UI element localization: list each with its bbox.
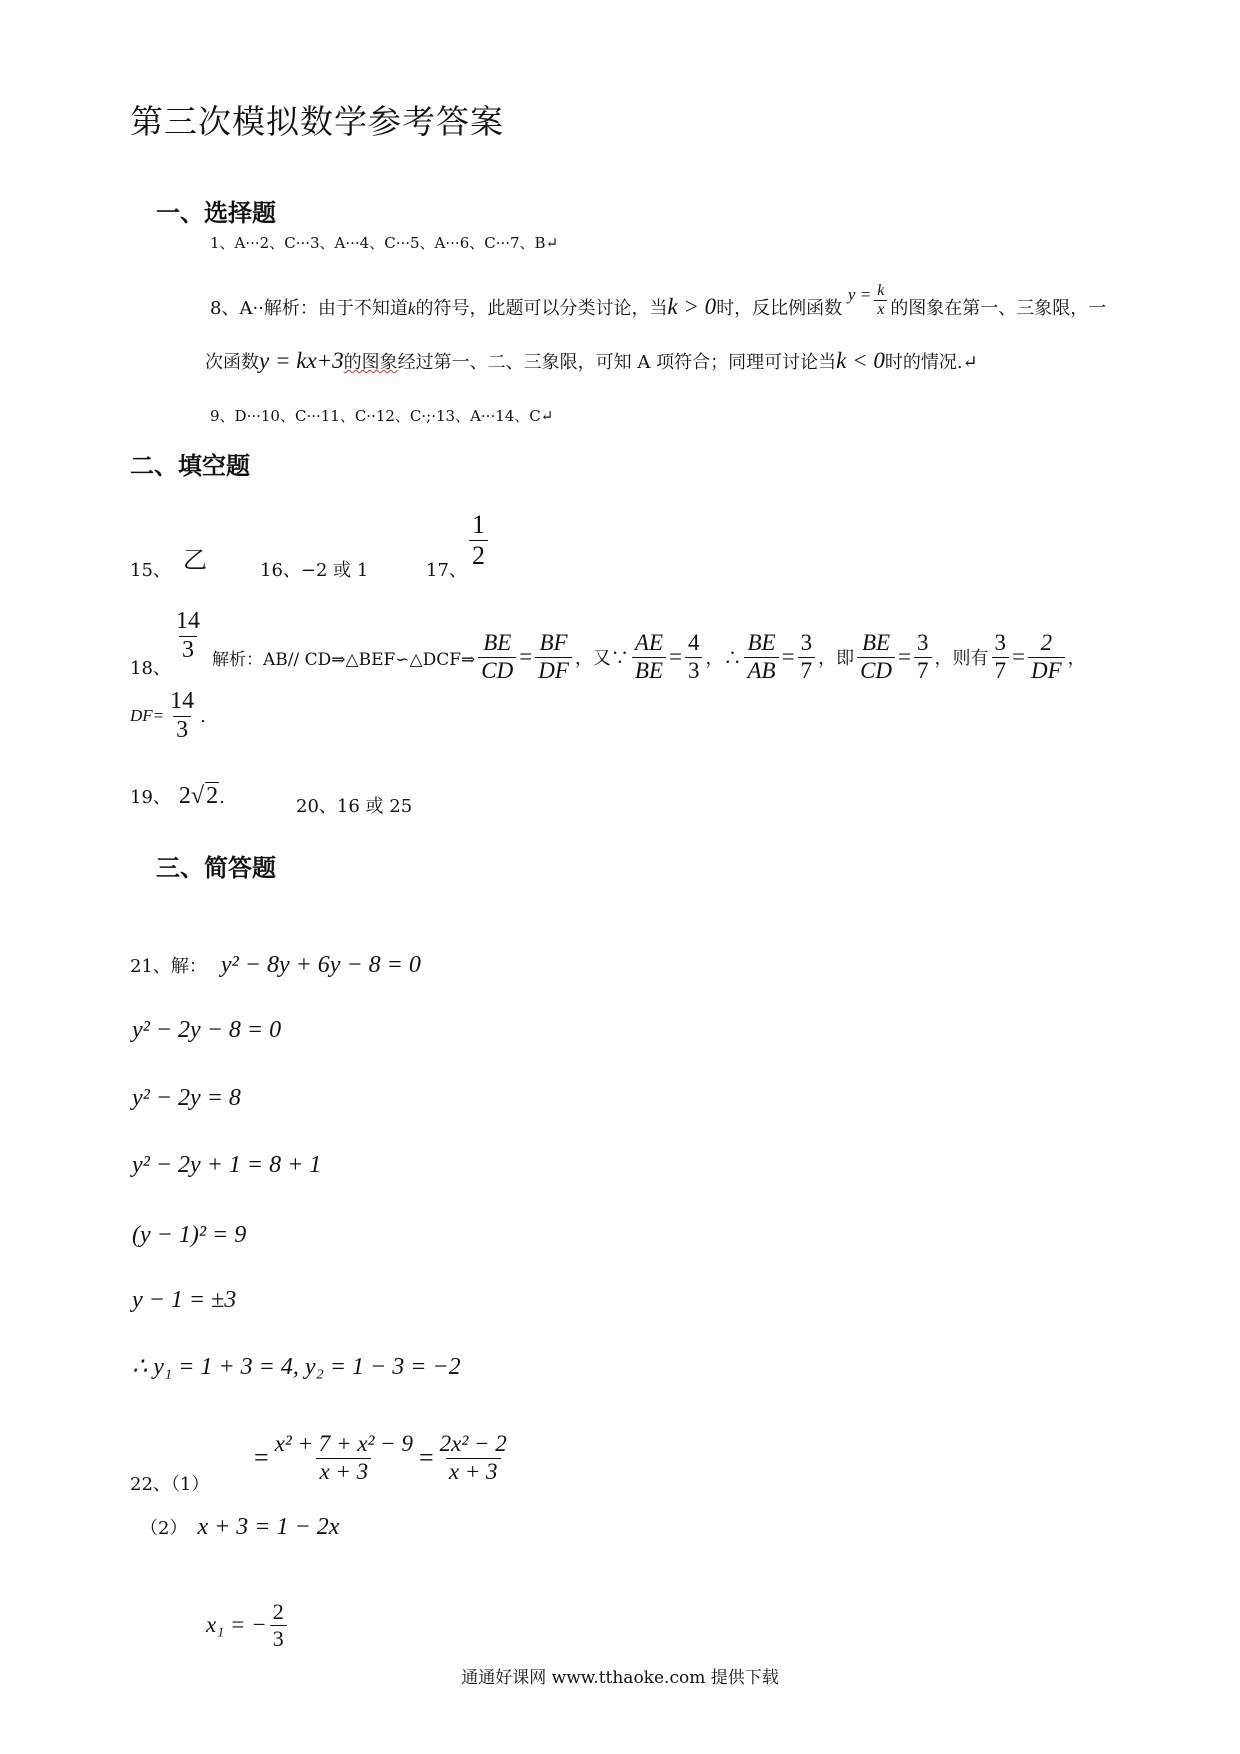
choice-answers-line3: 9、D···10、C···11、C··12、C·;·13、A···14、C↵ (210, 407, 554, 425)
q21-step-6: ∴ y₁ = 1 + 3 = 4, y₂ = 1 − 3 = −2 (132, 1354, 461, 1380)
choice-answers-line1: 1、A···2、C···3、A···4、C···5、A···6、C···7、B↵ (210, 234, 559, 252)
q22-eq1: = (254, 1443, 269, 1472)
q18-df-fraction: $\frac{14}{3}$ (170, 687, 195, 743)
q16-answer: 16、−2 或 1 (260, 560, 369, 581)
q15-answer: 乙 (183, 546, 207, 574)
q18-f8: $\frac{3}{7}$ (914, 630, 932, 684)
q18-ji: ，即 (818, 648, 855, 669)
q21-step-1: y² − 2y − 8 = 0 (132, 1017, 282, 1043)
q18-zeyou: ，则有 (934, 648, 989, 669)
q21-first-line (130, 952, 421, 979)
q18-df-line (130, 676, 206, 756)
q22-part2-line (140, 1514, 339, 1541)
q21-step-3: y² − 2y + 1 = 8 + 1 (132, 1152, 322, 1178)
q19-period: . (219, 787, 225, 808)
q18-eq5: = (1012, 644, 1025, 669)
q22-part2-equation: x + 3 = 1 − 2x (197, 1514, 340, 1540)
q22-fraction1: $\frac{\text{x² + 7 + x² − 9}}{x + 3}$ (274, 1431, 413, 1484)
page-title: 第三次模拟数学参考答案 (130, 102, 504, 141)
q18-analysis-text: 解析：AB// CD⇒△BEF∽△DCF⇒ (212, 649, 476, 670)
q19-coef: 2 (178, 783, 191, 809)
q8-mid3: 的图象在第一、三象限，一 (890, 297, 1107, 319)
footer-text: 通通好课网 www.tthaoke.com 提供下载 (461, 1668, 779, 1688)
q18-eq3: = (781, 644, 795, 669)
q22-solution (206, 1590, 290, 1660)
q18-comma: ， (1067, 648, 1086, 669)
q18-f6: $\frac{3}{7}$ (798, 630, 816, 684)
q17-label: 17、 (426, 560, 467, 581)
q18-f5: $\frac{BE}{AB}$ (744, 630, 778, 684)
q8-line2-prefix: 次函数 (205, 352, 259, 373)
q21-step-0: y² − 8y + 6y − 8 = 0 (220, 952, 421, 978)
q21-label: 21、解： (130, 956, 207, 977)
q19-line (130, 782, 225, 810)
q18-eq1: = (519, 644, 533, 669)
q21-step-5: y − 1 = ±3 (132, 1287, 237, 1313)
q18-f3: $\frac{AE}{BE}$ (632, 630, 666, 684)
q18-f10: $\frac{2}{DF}$ (1028, 630, 1065, 684)
q8-mid1: 的符号，此题可以分类讨论，当 (415, 297, 668, 319)
q22-label: 22、（1） (130, 1474, 210, 1495)
q8-mid4: 经过第一、二、三象限，可知 A 项符合；同理可讨论当 (397, 352, 837, 373)
q8-mid2: 时，反比例函数 (716, 297, 843, 319)
q21-step-2: y² − 2y = 8 (132, 1085, 241, 1111)
q18-f4: $\frac{4}{3}$ (685, 630, 703, 684)
q20-answer: 20、16 或 25 (296, 796, 413, 817)
q21-step-4: (y − 1)² = 9 (132, 1222, 247, 1248)
q18-f2: $\frac{BF}{DF}$ (535, 630, 572, 684)
q19-radicand: 2 (206, 783, 219, 809)
sqrt-icon: √ (190, 783, 205, 809)
section2-heading: 二、填空题 (130, 452, 250, 480)
q18-f7: $\frac{BE}{CD}$ (857, 630, 895, 684)
q22-fraction2: $\frac{\text{2x² − 2}}{x + 3}$ (439, 1431, 507, 1484)
q8-cond2: k < 0 (836, 348, 885, 373)
q18-answer-fraction: $\frac{14}{3}$ (176, 608, 200, 663)
section3-heading: 三、简答题 (156, 854, 276, 882)
q18-therefore: ，∴ (705, 648, 742, 669)
q18-eq2: = (669, 644, 682, 669)
q18-label: 18、 (130, 658, 171, 679)
q15-label: 15、 (130, 560, 171, 581)
q18-analysis (212, 612, 1086, 702)
q18-period: . (200, 705, 206, 727)
q17-fraction (466, 510, 491, 571)
q8-func-lhs: y = (847, 284, 872, 304)
q22-eq2: = (418, 1443, 434, 1472)
section1-heading: 一、选择题 (156, 199, 276, 227)
q22-sol-lhs: x₁ = − (206, 1612, 267, 1637)
q18-f9: $\frac{3}{7}$ (992, 630, 1010, 684)
q8-wavy-text: 的图象 (343, 352, 398, 373)
q22-sol-fraction: $\frac{2}{3}$ (270, 1599, 287, 1651)
q19-label: 19、 (130, 787, 171, 808)
q8-k: k (407, 298, 416, 318)
q8-cond1: k > 0 (667, 293, 717, 319)
q8-prefix: 8、A··解析：由于不知道 (210, 297, 408, 319)
q22-part2-label: （2） (140, 1518, 188, 1539)
q18-f1: $\frac{BE}{CD}$ (478, 630, 516, 684)
q8-func-fraction: $\frac{k}{x}$ (874, 282, 887, 320)
q18-you: ，又∵ (574, 648, 629, 669)
q18-df-label: DF= (130, 706, 165, 725)
q8-line1 (210, 282, 1107, 328)
q17-num: 1 (472, 510, 485, 539)
q22-part1-expression (254, 1418, 513, 1498)
q8-mid5: 时的情况.↵ (884, 352, 978, 373)
q17-den: 2 (469, 540, 488, 571)
q8-line2 (205, 348, 978, 374)
q18-eq4: = (898, 644, 912, 669)
q8-linear: y = kx+3 (259, 348, 344, 373)
